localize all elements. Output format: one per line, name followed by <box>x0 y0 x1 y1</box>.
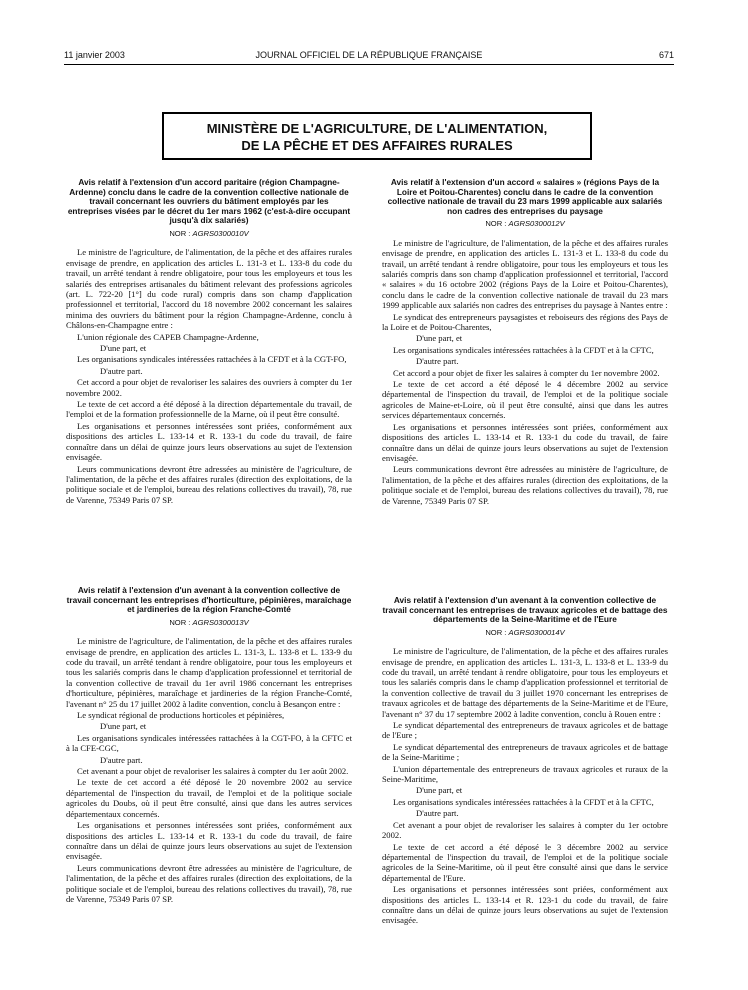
paragraph: Le syndicat départemental des entrepreneurs de travaux agricoles et de battage de la Seine-Maritime ; <box>382 741 668 763</box>
paragraph: Le ministre de l'agriculture, de l'alimentation, de la pêche et des affaires rurales envisage de prendre, en application des articles L. 131-3, L. 133-8 et L. 133-9 du code du travail, un arrêté tendant à rendre obligatoire, pour tous les employeurs et tous les salariés compris dans le champ d'application professionnel et territorial de la convention collective de travail du 1er avril 1986 concernant les entreprises d'horticulture, pépinières, maraîchage et jardineries de la région Franche-Comté, l'avenant n° 25 du 17 juillet 2002 à ladite convention, conclu à Besançon entre : <box>66 636 352 709</box>
paragraph: Leurs communications devront être adressées au ministère de l'agriculture, de l'alimentation, de la pêche et des affaires rurales (direction des exploitations, de la politique sociale et de l'emploi, bureau des relations collectives du travail), 78, rue de Varenne, 75349 Paris 07 SP. <box>382 464 668 506</box>
nor-label: NOR : <box>169 617 193 627</box>
notice-title: Avis relatif à l'extension d'un avenant à la convention collective de travail concernant les entreprises d'horticulture, pépinières, maraîchage et jardineries de la région Franche-Comté <box>66 585 352 615</box>
nor-code: AGRS0300010V <box>192 228 249 238</box>
nor-code: AGRS0300012V <box>508 219 565 229</box>
page-number: 671 <box>658 50 674 60</box>
notice-4 <box>382 596 668 927</box>
paragraph: L'union départementale des entrepreneurs de travaux agricoles et ruraux de la Seine-Maritime, <box>382 763 668 785</box>
paragraph: D'autre part. <box>416 808 459 819</box>
paragraph: Le syndicat des entrepreneurs paysagistes et reboiseurs des régions des Pays de la Loire et de Poitou-Charentes, <box>382 311 668 333</box>
notice-title: Avis relatif à l'extension d'un accord paritaire (région Champagne-Ardenne) conclu dans le cadre de la convention collective nationale de travail concernant les ouvriers du bâtiment employés par les entreprises visées par le décret du 1er mars 1962 (c'est-à-dire occupant jusqu'à dix salariés) <box>67 177 351 226</box>
nor-reference <box>382 219 668 229</box>
paragraph: D'autre part. <box>100 365 143 376</box>
paragraph: Le texte de cet accord a été déposé à la direction départementale du travail, de l'emploi et de la formation professionnelle de la Marne, où il peut être consulté. <box>66 399 352 420</box>
paragraph: Les organisations syndicales intéressées rattachées à la CGT-FO, à la CFTC et à la CFE-CGC, <box>66 732 352 754</box>
ministry-line-2: DE LA PÊCHE ET DES AFFAIRES RURALES <box>241 138 513 153</box>
notice-2 <box>382 178 668 507</box>
nor-label: NOR : <box>485 627 509 637</box>
paragraph: Cet avenant a pour objet de revaloriser les salaires à compter du 1er octobre 2002. <box>382 819 668 841</box>
nor-reference <box>382 628 668 638</box>
paragraph: D'une part, et <box>416 333 463 344</box>
paragraph: Cet avenant a pour objet de revaloriser les salaires à compter du 1er août 2002. <box>77 766 349 777</box>
nor-reference <box>66 618 352 628</box>
nor-code: AGRS0300013V <box>192 617 249 627</box>
nor-label: NOR : <box>169 228 193 238</box>
paragraph: L'union régionale des CAPEB Champagne-Ardenne, <box>77 331 259 342</box>
journal-title: JOURNAL OFFICIEL DE LA RÉPUBLIQUE FRANÇAISE <box>255 50 483 60</box>
paragraph: Les organisations syndicales intéressées rattachées à la CFDT et à la CGT-FO, <box>77 354 347 365</box>
paragraph: Le syndicat régional de productions horticoles et pépinières, <box>77 710 285 721</box>
notice-3 <box>66 586 352 905</box>
paragraph: Les organisations et personnes intéressées sont priées, conformément aux dispositions des articles L. 133-14 et R. 133-1 du code du travail, de faire connaître dans un délai de quinze jours leurs observations au sujet de l'extension envisagée. <box>382 421 668 463</box>
paragraph: Les organisations syndicales intéressées rattachées à la CFDT et à la CFTC, <box>393 796 654 807</box>
paragraph: Cet accord a pour objet de fixer les salaires à compter du 1er novembre 2002. <box>393 367 660 378</box>
notice-title: Avis relatif à l'extension d'un avenant à la convention collective de travail concernant les entreprises de travaux agricoles et de battage des départements de la Seine-Maritime et de l'Eure <box>382 595 668 625</box>
ministry-box <box>162 112 592 160</box>
paragraph: Leurs communications devront être adressées au ministère de l'agriculture, de l'alimentation, de la pêche et des affaires rurales (direction des exploitations, de la politique sociale et de l'emploi, bureau des relations collectives du travail), 78, rue de Varenne, 75349 Paris 07 SP. <box>66 463 352 505</box>
paragraph: D'une part, et <box>100 721 147 732</box>
paragraph: Les organisations syndicales intéressées rattachées à la CFDT et à la CFTC, <box>393 344 654 355</box>
issue-date: 11 janvier 2003 <box>64 50 125 60</box>
paragraph: Le ministre de l'agriculture, de l'alimentation, de la pêche et des affaires rurales envisage de prendre, en application des articles L. 131-3 et L. 133-8 du code du travail, un arrêté tendant à rendre obligatoire, pour tous les employeurs et tous les salariés des entreprises artisanales du bâtiment relevant des professions agricoles (art. L. 722-20 [1°] du code rural) compris dans son champ d'application professionnel et territorial, l'accord du 18 novembre 2002 concernant les salaires minima des ouvriers du bâtiment pour la région Champagne-Ardenne, conclu à Châlons-en-Champagne entre : <box>66 247 352 331</box>
paragraph: D'une part, et <box>416 785 463 796</box>
nor-code: AGRS0300014V <box>508 627 565 637</box>
nor-label: NOR : <box>485 219 509 229</box>
nor-reference <box>66 229 352 239</box>
notice-title: Avis relatif à l'extension d'un accord « salaires » (régions Pays de la Loire et Poitou-Charentes) conclu dans le cadre de la convention collective nationale de travail du 23 mars 1999 applicable aux salariés non cadres des entreprises du paysage <box>387 177 663 216</box>
ministry-line-1: MINISTÈRE DE L'AGRICULTURE, DE L'ALIMENTATION, <box>206 121 548 136</box>
paragraph: D'une part, et <box>100 343 147 354</box>
paragraph: Le texte de cet accord a été déposé le 4 décembre 2002 au service départemental de l'inspection du travail, de l'emploi et de la politique sociale agricoles de Maine-et-Loire, où il peut être consulté, ainsi que dans les autres services départementaux concernés. <box>382 379 668 421</box>
paragraph: Les organisations et personnes intéressées sont priées, conformément aux dispositions des articles L. 133-14 et R. 133-1 du code du travail, de faire connaître dans un délai de quinze jours leurs observations au sujet de l'extension envisagée. <box>66 820 352 862</box>
paragraph: Cet accord a pour objet de revaloriser les salaires des ouvriers à compter du 1er novembre 2002. <box>66 377 352 398</box>
paragraph: Les organisations et personnes intéressées sont priées, conformément aux dispositions des articles L. 133-14 et R. 123-1 du code du travail, de faire connaître dans un délai de quinze jours leurs observations au sujet de l'extension envisagée. <box>382 884 668 926</box>
paragraph: Le syndicat départemental des entrepreneurs de travaux agricoles et de battage de l'Eure ; <box>382 720 668 741</box>
paragraph: Le ministre de l'agriculture, de l'alimentation, de la pêche et des affaires rurales envisage de prendre, en application des articles L. 131-3 et L. 133-8 du code du travail, un arrêté tendant à rendre obligatoire, pour tous les employeurs et tous les salariés compris dans son champ d'application professionnel et territorial, l'accord « salaires » du 16 octobre 2002 (régions Pays de la Loire et Poitou-Charentes), conclu dans le cadre de la convention collective nationale de travail du 23 mars 1999 applicable aux salariés non cadres des entreprises du paysage à Nantes entre : <box>382 237 668 311</box>
paragraph: Le texte de cet accord a été déposé le 20 novembre 2002 au service départemental de l'inspection du travail, de l'emploi et de la politique sociale agricoles du Doubs, où il peut être consulté, ainsi que dans les autres services départementaux concernés. <box>66 777 352 819</box>
paragraph: Le ministre de l'agriculture, de l'alimentation, de la pêche et des affaires rurales envisage de prendre, en application des articles L. 131-3, L. 133-8 et L. 133-9 du code du travail, un arrêté tendant à rendre obligatoire, pour tous les employeurs et tous les salariés compris dans le champ d'application professionnel et territorial de la convention collective de travail du 3 juillet 1970 concernant les entreprises de travaux agricoles et de battage des départements de la Seine-Maritime et de l'Eure, l'avenant n° 37 du 17 septembre 2002 à ladite convention, conclu à Rouen entre : <box>382 646 668 719</box>
paragraph: Leurs communications devront être adressées au ministère de l'agriculture, de l'alimentation, de la pêche et des affaires rurales (direction des exploitations, de la politique sociale et de l'emploi, bureau des relations collectives du travail), 78, rue de Varenne, 75349 Paris 07 SP. <box>66 862 352 904</box>
paragraph: D'autre part. <box>100 754 143 765</box>
header-rule <box>64 64 674 65</box>
paragraph: Les organisations et personnes intéressées sont priées, conformément aux dispositions des articles L. 133-14 et R. 133-1 du code du travail, de faire connaître dans un délai de quinze jours leurs observations au sujet de l'extension envisagée. <box>66 420 352 463</box>
notice-1 <box>66 178 352 506</box>
paragraph: D'autre part. <box>416 356 459 367</box>
page-header <box>64 50 674 64</box>
paragraph: Le texte de cet accord a été déposé le 3 décembre 2002 au service départemental de l'inspection du travail, de l'emploi et de la politique sociale agricoles de la Seine-Maritime, où il peut être consulté ainsi que dans le service départemental de l'Eure. <box>382 841 668 883</box>
